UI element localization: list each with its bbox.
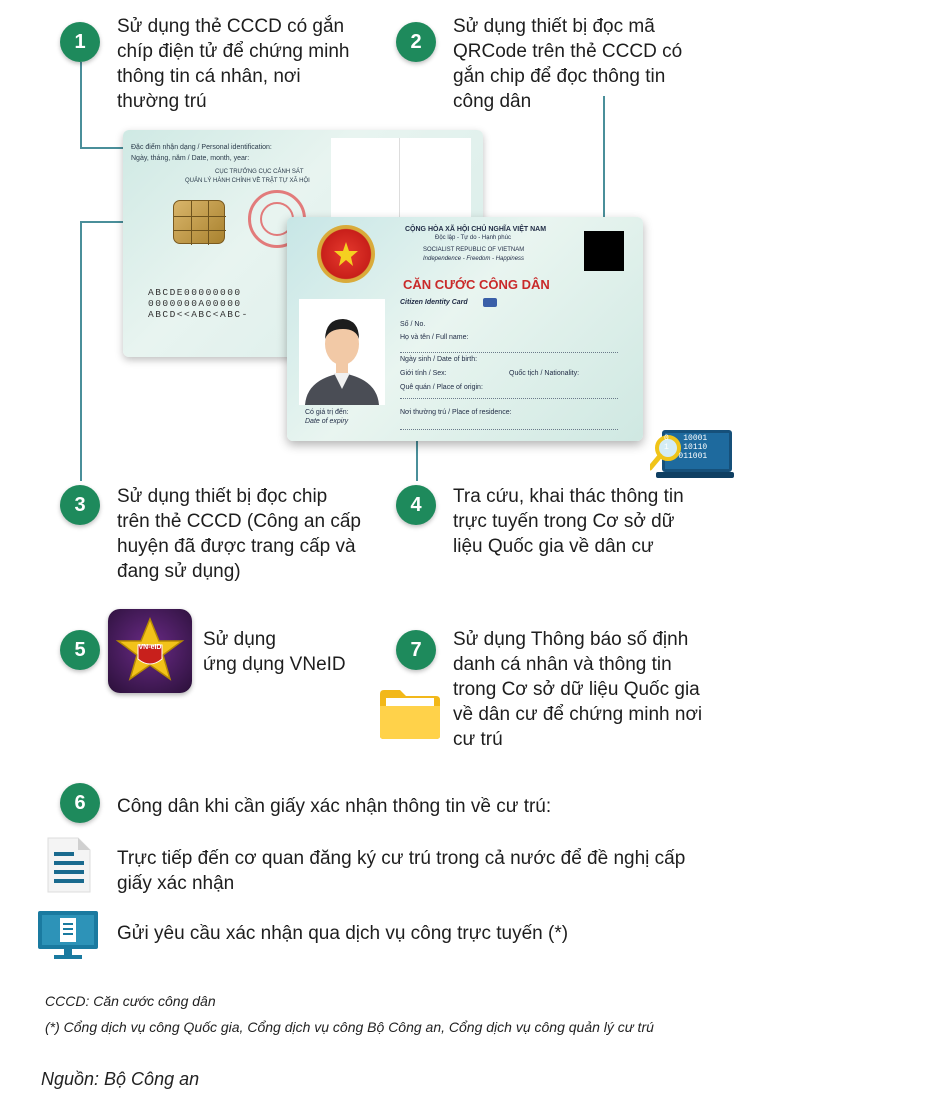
monitor-document-icon [36,909,100,966]
step-6-title: Công dân khi cần giấy xác nhận thông tin về cư trú: [117,796,552,817]
qr-code-icon [584,231,624,271]
fingerprint-box [331,138,471,218]
step-3-text: Sử dụng thiết bị đọc chip trên thẻ CCCD (Công an cấp huyện đã được trang cấp và đang sử dụng) [117,486,361,582]
card-back-line-4: QUẢN LÝ HÀNH CHÍNH VỀ TRẬT TỰ XÃ HỘI [185,178,310,184]
step-5-text: Sử dụng ứng dụng VNeID [203,629,346,675]
vneid-app-icon [108,609,192,693]
footnote-portals: (*) Cổng dịch vụ công Quốc gia, Cổng dịch vụ công Bộ Công an, Cổng dịch vụ công quản lý cư trú [45,1019,654,1035]
card-back-line-3: CỤC TRƯỞNG CỤC CẢNH SÁT [215,169,304,175]
step-5-badge: 5 [60,630,100,670]
field-name-line [400,352,618,353]
step-6-badge: 6 [60,783,100,823]
step-2-text: Sử dụng thiết bị đọc mã QRCode trên thẻ CCCD có gắn chip để đọc thông tin công dân [453,16,683,112]
card-header-1: CỘNG HÒA XÃ HỘI CHỦ NGHĨA VIỆT NAM [405,226,547,233]
field-origin: Quê quán / Place of origin: [400,384,483,391]
step-4-badge: 4 [396,485,436,525]
field-dob: Ngày sinh / Date of birth: [400,356,478,363]
step-1-badge: 1 [60,22,100,62]
field-expiry-en: Date of expiry [305,418,349,425]
card-back-line-2: Ngày, tháng, năm / Date, month, year: [131,155,250,162]
id-card-front [287,217,643,441]
field-name: Họ và tên / Full name: [400,334,469,341]
connector-1 [80,62,82,148]
citizen-photo [299,299,385,405]
folder-icon [378,686,442,745]
field-nationality: Quốc tịch / Nationality: [509,370,580,377]
field-sex: Giới tính / Sex: [400,370,447,377]
step-7-badge: 7 [396,630,436,670]
field-expiry: Có giá trị đến: [305,409,349,416]
step-6-option-1: Trực tiếp đến cơ quan đăng ký cư trú trong cả nước để đề nghị cấp giấy xác nhận [117,848,686,894]
source-credit: Nguồn: Bộ Công an [41,1069,200,1089]
field-origin-line [400,398,618,399]
connector-3 [80,221,82,481]
connector-2 [603,96,605,228]
step-1-text: Sử dụng thẻ CCCD có gắn chíp điện tử để chứng minh thông tin cá nhân, nơi thường trú [117,16,350,112]
chip-icon [173,200,225,244]
step-4-text: Tra cứu, khai thác thông tin trực tuyến trong Cơ sở dữ liệu Quốc gia về dân cư [453,486,684,557]
step-7-text: Sử dụng Thông báo số định danh cá nhân và thông tin trong Cơ sở dữ liệu Quốc gia về dân cư để chứng minh nơi cư trú [453,629,703,750]
card-back-line-1: Đặc điểm nhận dạng / Personal identification: [131,144,272,151]
document-icon [44,836,92,899]
national-emblem-icon [317,225,375,283]
binary-4: 011001 [678,452,708,461]
binary-1: 10001 [683,434,708,443]
step-2-badge: 2 [396,22,436,62]
footnote-cccd: CCCD: Căn cước công dân [45,993,216,1009]
step-6-option-2: Gửi yêu cầu xác nhận qua dịch vụ công trực tuyến (*) [117,923,569,944]
binary-0: 0 [664,434,669,443]
card-chip-mini-icon [483,298,497,307]
vneid-app-label: VN-eID [138,644,162,651]
card-title: CĂN CƯỚC CÔNG DÂN [403,277,550,292]
card-subtitle: Citizen Identity Card [400,299,468,306]
card-header-2: Độc lập - Tự do - Hạnh phúc [435,235,511,241]
mrz-code: ABCDE00000000 0000000A00000 ABCD<<ABC<ABC- [148,287,249,320]
field-residence: Nơi thường trú / Place of residence: [400,409,512,416]
laptop-search-icon [650,430,734,487]
binary-2: 1 [664,443,669,452]
binary-readout [664,434,707,461]
card-header-3: SOCIALIST REPUBLIC OF VIETNAM [423,247,525,253]
step-3-badge: 3 [60,485,100,525]
connector-4 [416,441,418,481]
field-no: Số / No. [400,321,426,328]
field-residence-line [400,429,618,430]
card-header-4: Independence - Freedom - Happiness [423,256,525,262]
binary-3: 10110 [683,443,708,452]
